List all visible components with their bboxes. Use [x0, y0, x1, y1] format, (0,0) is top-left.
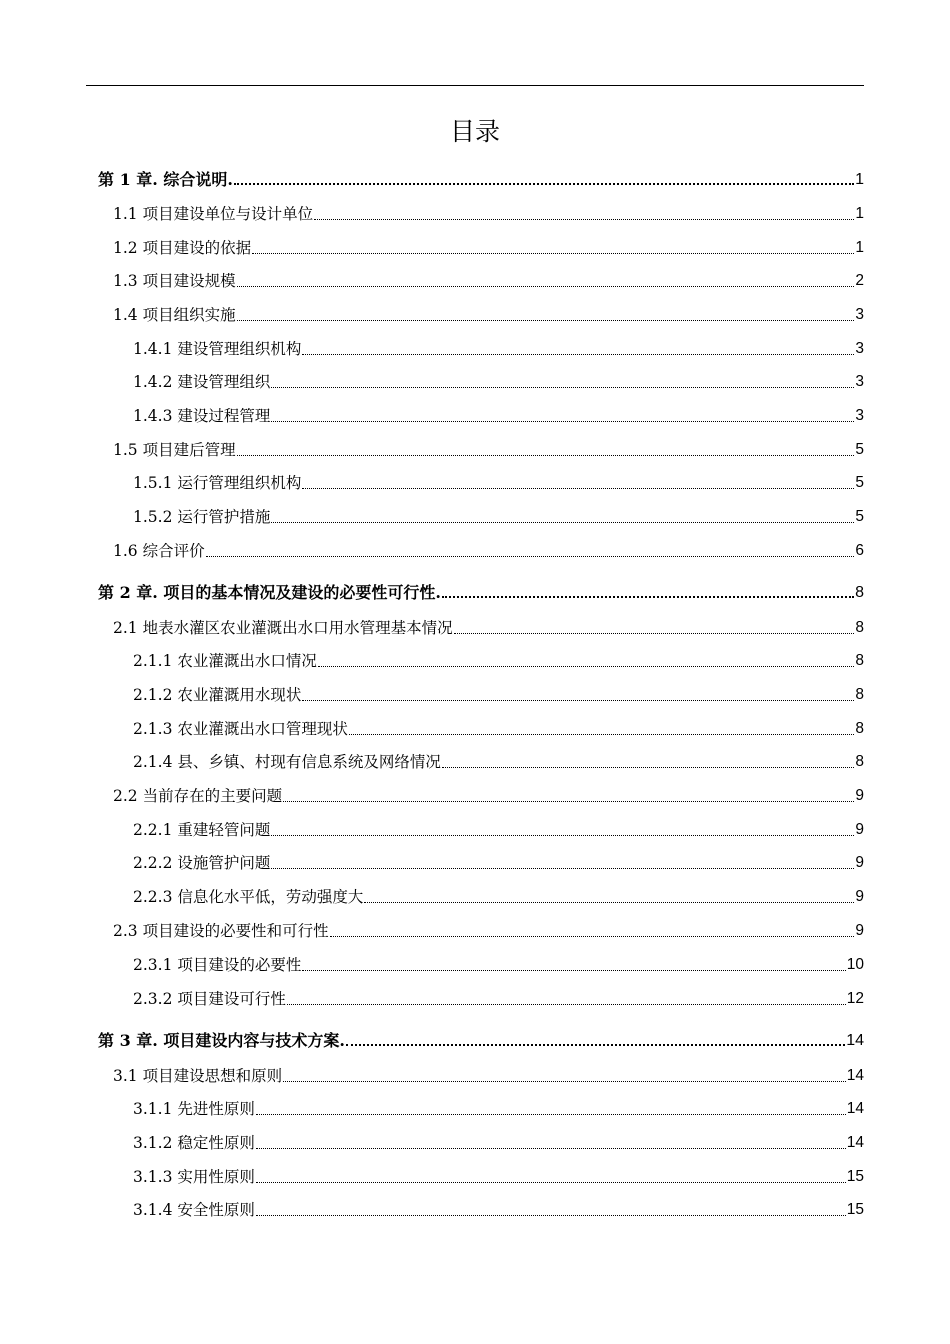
toc-page-number: 14 [846, 1100, 864, 1117]
toc-entry[interactable] [133, 1130, 864, 1154]
toc-dot-leader [206, 556, 855, 557]
toc-entry[interactable] [133, 850, 864, 874]
toc-entry-label: 1.1 项目建设单位与设计单位 [113, 205, 314, 223]
toc-entry-label: 3.1.3 实用性原则 [133, 1168, 255, 1186]
toc-entry[interactable] [113, 201, 864, 225]
toc-chapter-entry[interactable] [98, 167, 864, 191]
toc-page-number: 5 [855, 474, 864, 491]
toc-entry-label: 3.1 项目建设思想和原则 [113, 1067, 283, 1085]
toc-dot-leader [271, 835, 854, 836]
toc-page-number: 10 [846, 956, 864, 973]
toc-entry-label: 第 3 章. 项目建设内容与技术方案. [98, 1031, 345, 1050]
toc-title: 目录 [449, 117, 500, 146]
toc-entry[interactable] [133, 504, 864, 528]
toc-entry[interactable] [133, 1096, 864, 1120]
toc-entry-label: 3.1.2 稳定性原则 [133, 1134, 255, 1152]
toc-entry[interactable] [133, 749, 864, 773]
toc-entry[interactable] [133, 817, 864, 841]
toc-page-number: 9 [855, 854, 864, 871]
toc-dot-leader [346, 1044, 845, 1046]
toc-dot-leader [271, 868, 854, 869]
toc-entry[interactable] [133, 336, 864, 360]
toc-entry-label: 2.2.2 设施管护问题 [133, 854, 271, 872]
toc-entry-label: 1.5.1 运行管理组织机构 [133, 474, 302, 492]
toc-dot-leader [271, 387, 854, 388]
toc-entry[interactable] [113, 783, 864, 807]
toc-page-number: 9 [855, 922, 864, 939]
toc-dot-leader [364, 902, 854, 903]
toc-entry-label: 第 2 章. 项目的基本情况及建设的必要性可行性. [98, 583, 441, 602]
toc-entry-label: 1.5 项目建后管理 [113, 441, 236, 459]
toc-entry[interactable] [113, 918, 864, 942]
toc-page-number: 8 [855, 584, 864, 601]
toc-entry-label: 1.4.1 建设管理组织机构 [133, 340, 302, 358]
toc-entry[interactable] [113, 302, 864, 326]
toc-entry-label: 第 1 章. 综合说明. [98, 170, 233, 189]
toc-page-number: 3 [855, 373, 864, 390]
toc-dot-leader [283, 801, 854, 802]
toc-page-number: 1 [855, 205, 864, 222]
toc-entry[interactable] [113, 615, 864, 639]
toc-dot-leader [442, 596, 854, 598]
toc-entry[interactable] [133, 952, 864, 976]
toc-entry-label: 2.3.2 项目建设可行性 [133, 990, 286, 1008]
toc-entry-label: 2.1.1 农业灌溉出水口情况 [133, 652, 317, 670]
toc-page-number: 1 [855, 171, 864, 188]
toc-page-number: 14 [846, 1032, 864, 1049]
toc-page-number: 15 [846, 1168, 864, 1185]
toc-dot-leader [302, 354, 854, 355]
toc-entry[interactable] [133, 986, 864, 1010]
toc-entry-label: 3.1.4 安全性原则 [133, 1201, 255, 1219]
toc-dot-leader [271, 522, 854, 523]
toc-dot-leader [442, 767, 855, 768]
toc-page-number: 2 [855, 272, 864, 289]
toc-dot-leader [271, 421, 854, 422]
toc-entry-label: 2.2 当前存在的主要问题 [113, 787, 283, 805]
toc-dot-leader [302, 970, 845, 971]
toc-entry-label: 2.3 项目建设的必要性和可行性 [113, 922, 329, 940]
toc-dot-leader [330, 936, 855, 937]
toc-entry[interactable] [133, 403, 864, 427]
toc-dot-leader [256, 1114, 846, 1115]
toc-page-number: 8 [855, 652, 864, 669]
toc-entry-label: 1.4.3 建设过程管理 [133, 407, 271, 425]
toc-page-number: 6 [855, 542, 864, 559]
toc-entry-label: 2.2.1 重建轻管问题 [133, 821, 271, 839]
toc-page-number: 9 [855, 787, 864, 804]
toc-page-number: 8 [855, 686, 864, 703]
toc-entry-label: 2.1 地表水灌区农业灌溉出水口用水管理基本情况 [113, 619, 453, 637]
toc-dot-leader [256, 1215, 846, 1216]
toc-entry-label: 1.2 项目建设的依据 [113, 239, 252, 257]
toc-entry[interactable] [113, 1063, 864, 1087]
toc-entry[interactable] [133, 1197, 864, 1221]
toc-entry-label: 2.1.2 农业灌溉用水现状 [133, 686, 302, 704]
toc-dot-leader [349, 734, 855, 735]
toc-dot-leader [237, 455, 855, 456]
toc-dot-leader [318, 666, 855, 667]
toc-page-number: 9 [855, 821, 864, 838]
toc-page-number: 15 [846, 1201, 864, 1218]
toc-entry[interactable] [133, 1164, 864, 1188]
toc-entry[interactable] [113, 268, 864, 292]
toc-page-number: 12 [846, 990, 864, 1007]
toc-entry[interactable] [113, 235, 864, 259]
toc-page-number: 9 [855, 888, 864, 905]
toc-dot-leader [237, 286, 855, 287]
toc-entry-label: 3.1.1 先进性原则 [133, 1100, 255, 1118]
toc-entry-label: 1.4.2 建设管理组织 [133, 373, 271, 391]
toc-page-number: 3 [855, 340, 864, 357]
toc-page-number: 8 [855, 753, 864, 770]
toc-dot-leader [252, 253, 854, 254]
toc-entry[interactable] [133, 716, 864, 740]
toc-dot-leader [302, 488, 854, 489]
toc-entry[interactable] [133, 470, 864, 494]
toc-entry[interactable] [113, 437, 864, 461]
toc-dot-leader [283, 1081, 846, 1082]
toc-page-number: 3 [855, 306, 864, 323]
toc-entry-label: 1.6 综合评价 [113, 542, 205, 560]
toc-dot-leader [256, 1148, 846, 1149]
toc-page-number: 14 [846, 1067, 864, 1084]
toc-dot-leader [454, 633, 855, 634]
toc-entry-label: 1.5.2 运行管护措施 [133, 508, 271, 526]
toc-page-number: 5 [855, 508, 864, 525]
toc-entry-label: 2.3.1 项目建设的必要性 [133, 956, 302, 974]
toc-dot-leader [256, 1182, 846, 1183]
toc-entry[interactable] [133, 648, 864, 672]
toc-dot-leader [237, 320, 855, 321]
toc-entry[interactable] [113, 538, 864, 562]
toc-entry[interactable] [133, 682, 864, 706]
toc-entry-label: 2.1.4 县、乡镇、村现有信息系统及网络情况 [133, 753, 441, 771]
toc-page-number: 8 [855, 720, 864, 737]
toc-entry-label: 2.2.3 信息化水平低，劳动强度大 [133, 888, 364, 906]
toc-dot-leader [302, 700, 854, 701]
toc-entry[interactable] [133, 884, 864, 908]
toc-entry-label: 1.4 项目组织实施 [113, 306, 236, 324]
toc-entry-label: 1.3 项目建设规模 [113, 272, 236, 290]
toc-page-number: 14 [846, 1134, 864, 1151]
toc-chapter-entry[interactable] [98, 580, 864, 604]
toc-page-number: 3 [855, 407, 864, 424]
toc-dot-leader [314, 219, 854, 220]
toc-entry[interactable] [133, 369, 864, 393]
toc-page-number: 8 [855, 619, 864, 636]
toc-entry-label: 2.1.3 农业灌溉出水口管理现状 [133, 720, 348, 738]
toc-page-number: 1 [855, 239, 864, 256]
toc-dot-leader [234, 183, 854, 185]
toc-page-number: 5 [855, 441, 864, 458]
toc-dot-leader [287, 1004, 846, 1005]
toc-chapter-entry[interactable] [98, 1028, 864, 1052]
